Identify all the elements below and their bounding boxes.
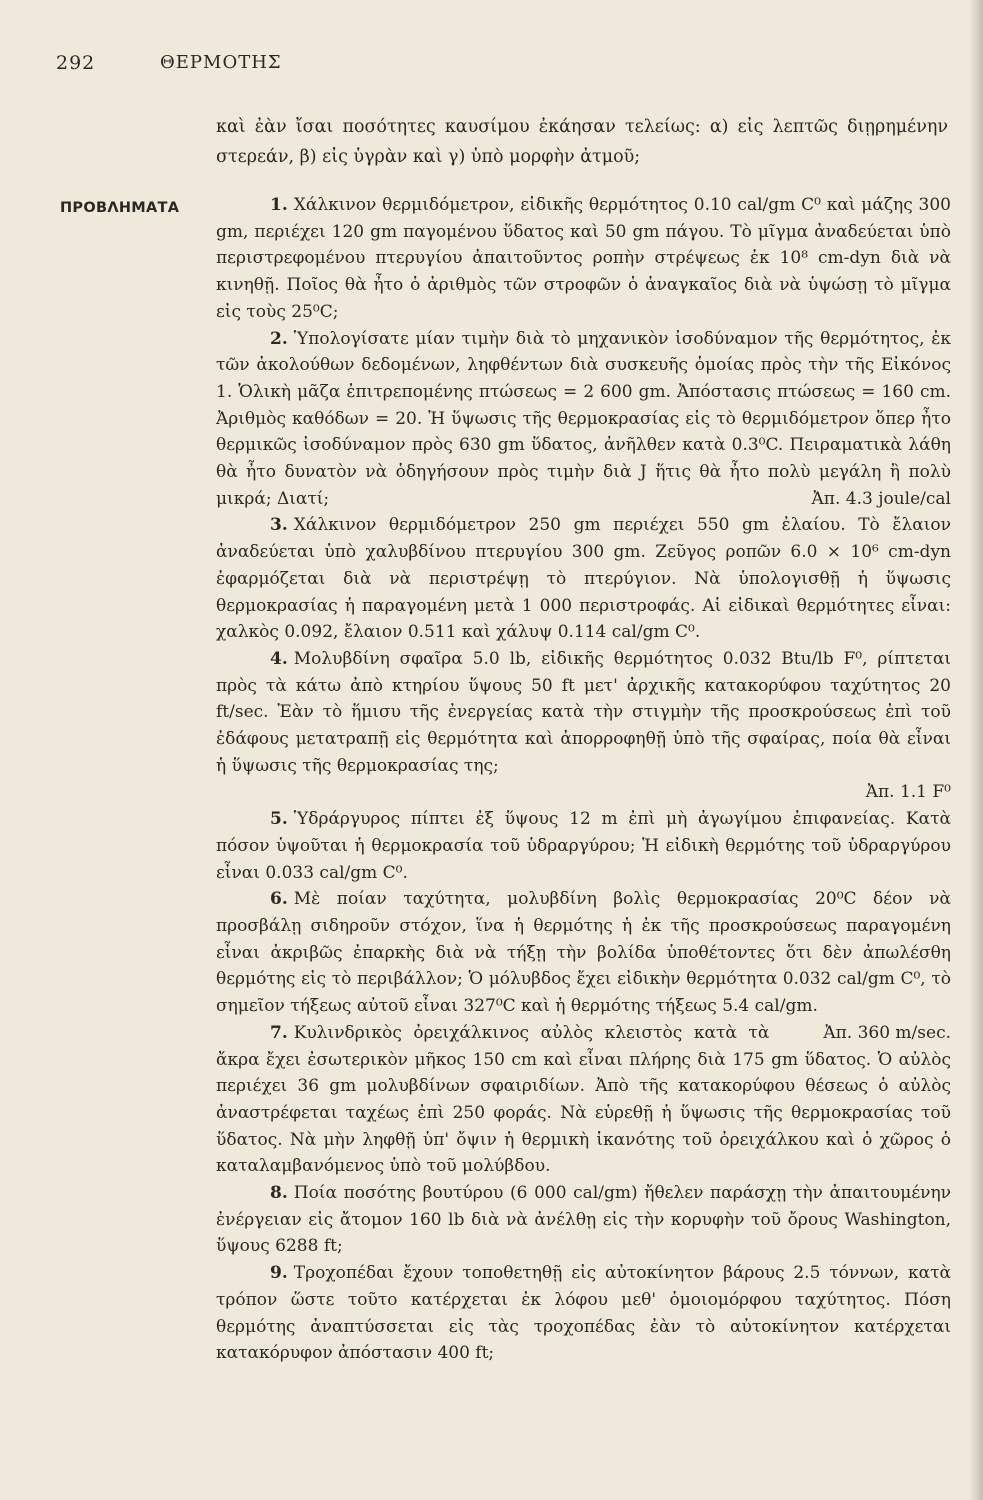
problem-text: Ὑπολογίσατε μίαν τιμὴν διὰ τὸ μηχανικὸν ἰσοδύναμον τῆς θερμότητος, ἐκ τῶν ἀκολούθων δεδομένων, ληφθέντων διὰ συσκευῆς ὁμοίας πρὸς τὴν τῆς Εἰκόνος 1. Ὁλικὴ μᾶζα ἐπιτρεπομένης πτώσεως = 2 600 gm. Ἀπόστασις πτώσεως = 160 cm. Ἀριθμὸς καθόδων = 20. Ἡ ὕψωσις τῆς θερμοκρασίας εἰς τὸ θερμιδόμετρον ὅπερ ἦτο θερμικῶς ἰσοδύναμον πρὸς 630 gm ὕδατος, ἀνῆλθεν κατὰ 0.3⁰C. Πειραματικὰ λάθη θὰ ἦτο δυνατὸν νὰ ὁδηγήσουν πρὸς τιμὴν διὰ J ἥτις θὰ ἦτο πολὺ μεγάλη ἢ πολὺ μικρά; Διατί; <box>216 328 951 509</box>
problem-text: Μὲ ποίαν ταχύτητα, μολυβδίνη βολὶς θερμοκρασίας 20⁰C δέον νὰ προσβάλῃ σιδηροῦν στόχον, ἵνα ἡ θερμότης ἡ ἐκ τῆς προσκρούσεως παραγομένη εἶναι ἀκριβῶς ἐπαρκὴς διὰ νὰ τήξῃ τὴν βολίδα ὑποθέτοντες ὅτι δὲν ἀπωλέσθη θερμότης εἰς τὸ περιβάλλον; Ὁ μόλυβδος ἔχει εἰδικὴν θερμότητα 0.032 cal/gm C⁰, τὸ σημεῖον τήξεως αὐτοῦ εἶναι 327⁰C καὶ ἡ θερμότης τήξεως 5.4 cal/gm. <box>216 889 951 1017</box>
problem-text: Κυλινδρικὸς ὀρειχάλκινος αὐλὸς κλειστὸς κατὰ τὰ ἄκρα ἔχει ἐσωτερικὸν μῆκος 150 cm καὶ εἶναι πλήρης διὰ 175 gm ὕδατος. Ὁ αὐλὸς περιέχει 36 gm μολυβδίνων σφαιριδίων. Ἀπὸ τῆς κατακορύφου θέσεως ὁ αὐλὸς ἀναστρέφεται ταχέως ἐπὶ 250 φοράς. Νὰ εὑρεθῇ ἡ ὕψωσις τῆς θερμοκρασίας τοῦ ὕδατος. Νὰ μὴν ληφθῇ ὑπ' ὄψιν ἡ θερμικὴ ἱκανότης τοῦ ὀρειχάλκου καὶ ὁ χῶρος ὁ καταλαμβανόμενος ὑπὸ τοῦ μολύβδου. <box>216 1022 951 1177</box>
problem-number: 6. <box>270 889 288 910</box>
problem-8 <box>216 1180 951 1260</box>
problem-text: Μολυβδίνη σφαῖρα 5.0 lb, εἰδικῆς θερμότητος 0.032 Btu/lb F⁰, ρίπτεται πρὸς τὰ κάτω ἀπὸ κτηρίου ὕψους 50 ft μετ' ἀρχικῆς κατακορύφου ταχύτητος 20 ft/sec. Ἐὰν τὸ ἥμισυ τῆς ἐνεργείας κατὰ τὴν στιγμὴν τῆς προσκρούσεως ἐπὶ τοῦ ἐδάφους μετατραπῇ εἰς θερμότητα καὶ ἀπορροφηθῇ ὑπὸ τῆς σφαίρας, ποία θὰ εἶναι ἡ ὕψωσις τῆς θερμοκρασίας της; <box>216 648 951 776</box>
problem-answer: Ἀπ. 360 m/sec. <box>823 1022 951 1043</box>
problem-number: 8. <box>270 1183 288 1204</box>
intro-text: καὶ ἐὰν ἴσαι ποσότητες καυσίμου ἐκάησαν τελείως: α) εἰς λεπτῶς διῃρημένην στερεάν, β) εἰς ὑγρὰν καὶ γ) ὑπὸ μορφὴν ἀτμοῦ; <box>216 117 948 167</box>
page-number: 292 <box>56 52 96 74</box>
problem-1 <box>216 192 951 326</box>
problem-number: 9. <box>270 1263 288 1284</box>
problem-text: Ποία ποσότης βουτύρου (6 000 cal/gm) ἤθελεν παράσχῃ τὴν ἀπαιτουμένην ἐνέργειαν εἰς ἄτομον 160 lb διὰ νὰ ἀνέλθῃ εἰς τὴν κορυφὴν τοῦ ὄρους Washington, ὕψους 6288 ft; <box>216 1183 951 1257</box>
section-label: ΠΡΟΒΛΗΜΑΤΑ <box>60 200 180 216</box>
problems-list <box>216 192 951 1367</box>
page-edge-shadow <box>969 0 983 1500</box>
problem-text: Ὑδράργυρος πίπτει ἐξ ὕψους 12 m ἐπὶ μὴ ἀγωγίμου ἐπιφανείας. Κατὰ πόσον ὑψοῦται ἡ θερμοκρασία τοῦ ὑδραργύρου; Ἡ εἰδικὴ θερμότης τοῦ ὑδραργύρου εἶναι 0.033 cal/gm C⁰. <box>216 809 951 883</box>
running-head: ΘΕΡΜΟΤΗΣ <box>160 52 282 73</box>
problem-2 <box>216 326 951 513</box>
problem-number: 4. <box>270 648 288 669</box>
intro-paragraph <box>216 112 948 172</box>
problem-6 <box>216 886 951 1043</box>
problem-number: 1. <box>270 195 288 215</box>
problem-text: Τροχοπέδαι ἔχουν τοποθετηθῇ εἰς αὐτοκίνητον βάρους 2.5 τόννων, κατὰ τρόπον ὥστε τοῦτο κατέρχεται ἐκ λόφου μεθ' ὁμοιομόρφου ταχύτητος. Πόση θερμότης ἀναπτύσσεται εἰς τὰς τροχοπέδας ἐὰν τὸ αὐτοκίνητον κατέρχεται κατακόρυφον ἀπόστασιν 400 ft; <box>216 1263 951 1364</box>
problem-9 <box>216 1260 951 1367</box>
problem-number: 3. <box>270 515 288 536</box>
problem-number: 5. <box>270 809 288 830</box>
problem-text: Χάλκινον θερμιδόμετρον 250 gm περιέχει 550 gm ἐλαίου. Τὸ ἔλαιον ἀναδεύεται ὑπὸ χαλυβδίνου πτερυγίου 300 gm. Ζεῦγος ροπῶν 6.0 × 10⁶ cm-dyn ἐφαρμόζεται διὰ νὰ περιστρέψῃ τὸ πτερύγιον. Νὰ ὑπολογισθῇ ἡ ὕψωσις θερμοκρασίας ἡ παραγομένη μετὰ 1 000 περιστροφάς. Αἱ εἰδικαὶ θερμότητες εἶναι: χαλκὸς 0.092, ἔλαιον 0.511 καὶ χάλυψ 0.114 cal/gm C⁰. <box>216 515 951 643</box>
problem-number: 7. <box>270 1022 288 1043</box>
problem-number: 2. <box>270 328 288 349</box>
problem-4 <box>216 646 951 806</box>
problem-answer: Ἀπ. 1.1 F⁰ <box>865 782 951 803</box>
page-header <box>56 52 943 82</box>
problem-text: Χάλκινον θερμιδόμετρον, εἰδικῆς θερμότητος 0.10 cal/gm C⁰ καὶ μάζης 300 gm, περιέχει 120 gm παγομένου ὕδατος καὶ 50 gm πάγου. Τὸ μῖγμα ἀναδεύεται ὑπὸ περιστρεφομένου πτερυγίου ἀπαιτοῦντος ροπὴν στρέψεως ἐκ 10⁸ cm-dyn διὰ νὰ κινηθῇ. Ποῖος θὰ ἦτο ὁ ἀριθμὸς τῶν στροφῶν ὁ ἀναγκαῖος διὰ νὰ ὑψώσῃ τὸ μῖγμα εἰς τοὺς 25⁰C; <box>216 195 951 322</box>
problem-answer: Ἀπ. 4.3 joule/cal <box>811 488 951 509</box>
problem-5 <box>216 806 951 886</box>
problem-3 <box>216 512 951 646</box>
